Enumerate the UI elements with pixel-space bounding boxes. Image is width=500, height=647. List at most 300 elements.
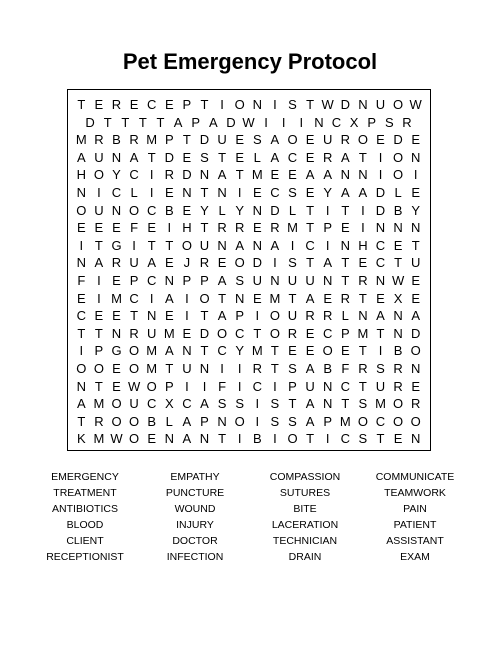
grid-letter: L <box>341 308 349 324</box>
grid-letter: T <box>121 114 130 130</box>
grid-letter: M <box>251 167 263 183</box>
grid-letter: O <box>393 396 404 412</box>
grid-letter: N <box>252 202 262 218</box>
grid-letter: O <box>93 167 104 183</box>
grid-letter: M <box>75 132 87 148</box>
grid-letter: T <box>94 378 103 394</box>
grid-letter: D <box>226 114 236 130</box>
grid-letter: E <box>376 290 385 306</box>
grid-letter: E <box>305 325 315 341</box>
grid-letter: C <box>217 343 227 359</box>
grid-letter: R <box>111 97 122 112</box>
grid-letter: M <box>287 220 298 236</box>
grid-row <box>68 342 430 360</box>
grid-letter: C <box>270 185 280 200</box>
grid-letter: N <box>410 149 421 165</box>
grid-letter: T <box>341 202 350 218</box>
word-list-item: COMPASSION <box>269 471 341 483</box>
grid-letter: N <box>182 343 192 359</box>
grid-letter: S <box>288 97 297 112</box>
grid-letter: E <box>411 378 421 394</box>
grid-letter: U <box>375 378 386 394</box>
grid-letter: U <box>182 361 192 376</box>
grid-letter: I <box>167 220 172 236</box>
grid-letter: T <box>182 132 191 148</box>
grid-letter: T <box>376 325 385 341</box>
grid-letter: S <box>288 255 297 271</box>
grid-letter: T <box>341 255 350 271</box>
grid-letter: U <box>322 132 333 148</box>
grid-letter: T <box>200 220 209 236</box>
grid-letter: R <box>322 149 333 165</box>
grid-letter: W <box>391 273 405 288</box>
grid-letter: N <box>393 308 403 324</box>
grid-letter: R <box>129 325 139 341</box>
grid-letter: U <box>217 132 227 148</box>
grid-letter: I <box>378 167 383 183</box>
grid-letter: I <box>149 167 154 183</box>
grid-letter: C <box>340 378 350 394</box>
grid-letter: T <box>156 114 165 130</box>
grid-letter: E <box>411 132 421 148</box>
grid-letter: P <box>340 325 350 341</box>
word-list-item: DOCTOR <box>172 535 218 547</box>
grid-letter: T <box>358 149 367 165</box>
grid-letter: E <box>288 343 297 359</box>
grid-letter: R <box>234 220 245 236</box>
grid-letter: S <box>270 396 280 412</box>
grid-row <box>68 131 430 149</box>
grid-letter: R <box>199 255 210 271</box>
grid-letter: N <box>322 273 333 288</box>
grid-letter: A <box>411 308 421 324</box>
grid-letter: T <box>165 237 174 253</box>
grid-letter: O <box>217 325 228 341</box>
grid-letter: C <box>331 114 342 130</box>
grid-letter: O <box>410 343 421 359</box>
grid-letter: I <box>237 361 242 376</box>
grid-row <box>68 290 430 308</box>
grid-letter: A <box>323 167 333 183</box>
grid-letter: K <box>76 431 86 447</box>
grid-letter: A <box>182 431 192 447</box>
grid-letter: N <box>410 361 421 376</box>
word-list-item: ASSISTANT <box>386 535 444 547</box>
grid-letter: T <box>200 185 209 200</box>
grid-row <box>68 395 430 413</box>
grid-letter: M <box>251 343 263 359</box>
grid-letter: L <box>130 185 138 200</box>
grid-letter: I <box>281 114 286 130</box>
grid-letter: T <box>341 273 350 288</box>
grid-letter: T <box>200 343 209 359</box>
grid-letter: P <box>367 114 377 130</box>
grid-letter: I <box>361 202 365 218</box>
grid-letter: I <box>220 97 224 112</box>
grid-letter: N <box>76 185 86 200</box>
grid-letter: E <box>182 325 192 341</box>
grid-letter: I <box>132 237 136 253</box>
grid-letter: A <box>217 167 227 183</box>
grid-letter: E <box>112 273 121 288</box>
grid-letter: O <box>146 378 157 394</box>
grid-letter: A <box>376 308 385 324</box>
grid-letter: U <box>252 273 262 288</box>
grid-letter: B <box>393 202 403 218</box>
grid-letter: O <box>199 290 210 306</box>
word-list-item: TREATMENT <box>53 487 117 499</box>
grid-letter: T <box>306 255 315 271</box>
grid-letter: N <box>410 220 421 236</box>
grid-row <box>68 307 430 325</box>
grid-letter: I <box>185 378 189 394</box>
word-list-item: COMMUNICATE <box>375 471 455 483</box>
grid-letter: T <box>235 167 244 183</box>
grid-letter: T <box>411 237 420 253</box>
grid-letter: N <box>111 149 122 165</box>
grid-letter: S <box>235 273 245 288</box>
grid-letter: W <box>409 97 422 112</box>
grid-letter: N <box>199 431 210 447</box>
grid-letter: T <box>306 431 315 447</box>
grid-letter: E <box>358 255 368 271</box>
grid-letter: M <box>146 132 158 148</box>
grid-letter: M <box>146 361 158 376</box>
grid-letter: I <box>290 237 295 253</box>
word-list-item: DRAIN <box>288 551 322 563</box>
grid-letter: N <box>393 220 403 236</box>
grid-letter: I <box>273 378 277 394</box>
grid-letter: R <box>94 413 104 429</box>
word-list-item: PUNCTURE <box>165 487 225 499</box>
grid-letter: T <box>306 97 315 112</box>
grid-letter: T <box>218 290 227 306</box>
grid-letter: E <box>411 185 421 200</box>
grid-letter: T <box>270 343 279 359</box>
grid-letter: Y <box>411 202 421 218</box>
grid-letter: O <box>234 97 245 112</box>
grid-letter: E <box>252 220 262 236</box>
word-list-item: INFECTION <box>166 551 224 563</box>
grid-letter: W <box>127 378 141 394</box>
grid-letter: R <box>393 378 403 394</box>
grid-letter: I <box>273 255 277 271</box>
grid-letter: T <box>77 413 86 429</box>
grid-letter: I <box>255 413 260 429</box>
grid-row <box>68 325 430 343</box>
grid-letter: N <box>217 185 227 200</box>
grid-letter: T <box>270 361 279 376</box>
grid-letter: L <box>394 185 402 200</box>
grid-letter: A <box>147 255 157 271</box>
grid-letter: D <box>85 114 95 130</box>
grid-letter: N <box>182 185 192 200</box>
grid-letter: T <box>394 255 403 271</box>
grid-letter: S <box>288 361 297 376</box>
grid-letter: D <box>375 202 386 218</box>
grid-letter: H <box>76 167 86 183</box>
grid-letter: T <box>218 149 227 165</box>
grid-letter: O <box>181 237 192 253</box>
grid-letter: P <box>164 132 174 148</box>
grid-letter: O <box>234 413 245 429</box>
grid-row <box>68 254 430 272</box>
grid-letter: N <box>199 361 210 376</box>
grid-letter: O <box>111 396 122 412</box>
grid-letter: O <box>129 413 140 429</box>
grid-letter: I <box>185 290 189 306</box>
grid-letter: O <box>287 431 298 447</box>
grid-letter: N <box>322 378 333 394</box>
grid-row <box>68 360 430 378</box>
grid-letter: A <box>94 255 104 271</box>
grid-letter: O <box>76 361 87 376</box>
grid-letter: S <box>200 149 209 165</box>
grid-letter: C <box>129 290 139 306</box>
grid-letter: I <box>264 114 268 130</box>
grid-letter: R <box>358 273 368 288</box>
grid-letter: S <box>235 396 245 412</box>
word-list-item: SUTURES <box>279 487 331 499</box>
word-list-item: BITE <box>293 503 317 515</box>
grid-letter: N <box>314 114 324 130</box>
grid-letter: Y <box>323 185 333 200</box>
grid-letter: E <box>340 220 350 236</box>
grid-letter: M <box>339 413 351 429</box>
grid-letter: O <box>287 132 298 148</box>
grid-letter: O <box>269 325 280 341</box>
grid-letter: C <box>146 396 157 412</box>
grid-letter: E <box>252 185 262 200</box>
grid-letter: O <box>393 167 404 183</box>
grid-letter: P <box>94 343 104 359</box>
grid-letter: I <box>79 343 84 359</box>
grid-letter: A <box>305 290 315 306</box>
grid-letter: T <box>165 361 174 376</box>
grid-letter: D <box>182 167 192 183</box>
grid-row <box>68 237 430 255</box>
grid-letter: R <box>402 114 412 130</box>
grid-letter: E <box>235 149 245 165</box>
grid-letter: N <box>375 220 386 236</box>
grid-letter: C <box>305 237 315 253</box>
grid-letter: N <box>234 290 245 306</box>
grid-letter: Y <box>235 202 245 218</box>
grid-letter: I <box>299 114 304 130</box>
grid-letter: N <box>358 97 368 112</box>
grid-letter: O <box>93 361 104 376</box>
grid-letter: O <box>357 132 368 148</box>
grid-letter: T <box>147 149 156 165</box>
grid-letter: Y <box>235 343 245 359</box>
grid-letter: E <box>393 237 403 253</box>
grid-letter: R <box>322 308 333 324</box>
grid-letter: F <box>130 220 139 236</box>
grid-letter: C <box>287 149 298 165</box>
grid-letter: P <box>200 273 209 288</box>
grid-letter: E <box>411 290 421 306</box>
grid-letter: T <box>358 343 367 359</box>
grid-letter: W <box>242 114 255 130</box>
grid-letter: S <box>358 396 368 412</box>
grid-letter: X <box>349 114 359 130</box>
grid-letter: N <box>340 237 350 253</box>
grid-letter: E <box>164 255 174 271</box>
grid-letter: I <box>273 431 277 447</box>
grid-letter: E <box>305 132 315 148</box>
letter-grid <box>67 89 431 451</box>
grid-letter: R <box>94 132 104 148</box>
grid-letter: N <box>252 97 262 112</box>
grid-letter: I <box>237 185 242 200</box>
grid-letter: A <box>305 167 315 183</box>
grid-letter: I <box>185 308 189 324</box>
grid-letter: U <box>129 396 139 412</box>
grid-letter: N <box>76 378 86 394</box>
grid-letter: I <box>273 97 277 112</box>
grid-letter: C <box>76 308 86 324</box>
word-list-item: LACERATION <box>271 519 339 531</box>
grid-letter: N <box>146 308 157 324</box>
grid-letter: U <box>375 97 386 112</box>
grid-letter: E <box>323 290 333 306</box>
grid-letter: I <box>378 343 383 359</box>
grid-letter: A <box>182 413 192 429</box>
grid-letter: X <box>393 290 403 306</box>
grid-letter: N <box>358 167 368 183</box>
grid-letter: A <box>270 237 280 253</box>
grid-letter: N <box>322 396 333 412</box>
grid-letter: U <box>410 255 421 271</box>
grid-letter: O <box>410 413 421 429</box>
grid-letter: H <box>182 220 192 236</box>
word-list-item: EMERGENCY <box>51 471 119 483</box>
grid-letter: B <box>323 361 333 376</box>
word-list-item: INJURY <box>176 519 214 531</box>
grid-letter: T <box>306 220 315 236</box>
grid-letter: E <box>129 97 139 112</box>
grid-letter: U <box>287 273 298 288</box>
word-list-item: CLIENT <box>66 535 104 547</box>
grid-letter: W <box>321 97 334 112</box>
grid-letter: X <box>164 396 174 412</box>
grid-letter: N <box>76 255 86 271</box>
grid-letter: S <box>288 413 297 429</box>
grid-letter: E <box>164 308 174 324</box>
grid-letter: E <box>94 97 104 112</box>
grid-letter: R <box>340 132 350 148</box>
grid-letter: D <box>164 149 174 165</box>
grid-letter: P <box>182 97 192 112</box>
grid-letter: C <box>146 202 157 218</box>
grid-letter: A <box>76 149 86 165</box>
grid-letter: E <box>411 273 421 288</box>
grid-letter: M <box>357 325 369 341</box>
word-list-item: WOUND <box>174 503 216 515</box>
grid-letter: L <box>288 202 297 218</box>
grid-letter: L <box>253 149 261 165</box>
grid-row <box>68 114 430 132</box>
grid-letter: S <box>384 114 394 130</box>
grid-letter: T <box>376 431 385 447</box>
grid-letter: O <box>129 431 140 447</box>
grid-letter: U <box>305 273 315 288</box>
grid-letter: U <box>94 202 104 218</box>
grid-letter: U <box>146 325 157 341</box>
grid-row <box>68 430 430 448</box>
grid-letter: E <box>164 97 174 112</box>
grid-letter: I <box>97 273 101 288</box>
grid-letter: F <box>218 378 227 394</box>
grid-letter: E <box>393 431 403 447</box>
grid-letter: E <box>112 378 121 394</box>
grid-letter: J <box>183 255 191 271</box>
grid-letter: P <box>288 378 297 394</box>
grid-letter: O <box>393 413 404 429</box>
grid-letter: T <box>77 97 86 112</box>
grid-letter: C <box>340 431 350 447</box>
grid-letter: T <box>200 308 209 324</box>
grid-letter: M <box>93 431 105 447</box>
grid-letter: N <box>358 308 368 324</box>
grid-letter: I <box>237 378 242 394</box>
grid-letter: E <box>252 290 262 306</box>
grid-letter: A <box>340 149 350 165</box>
grid-letter: E <box>112 220 121 236</box>
grid-letter: D <box>199 325 210 341</box>
grid-letter: C <box>375 237 386 253</box>
grid-letter: E <box>305 149 315 165</box>
grid-letter: B <box>164 202 174 218</box>
grid-letter: T <box>130 308 139 324</box>
grid-letter: R <box>410 396 421 412</box>
grid-letter: R <box>305 308 315 324</box>
grid-letter: T <box>200 97 209 112</box>
grid-letter: O <box>76 202 87 218</box>
word-list-item: EMPATHY <box>170 471 220 483</box>
grid-row <box>68 219 430 237</box>
grid-letter: A <box>358 185 368 200</box>
grid-letter: O <box>234 255 245 271</box>
grid-letter: E <box>94 308 104 324</box>
grid-letter: P <box>164 378 174 394</box>
grid-letter: E <box>182 202 192 218</box>
grid-letter: T <box>358 290 367 306</box>
grid-letter: I <box>202 378 207 394</box>
grid-row <box>68 378 430 396</box>
grid-letter: O <box>393 97 404 112</box>
grid-row <box>68 149 430 167</box>
grid-letter: E <box>112 308 121 324</box>
grid-letter: A <box>305 361 315 376</box>
grid-letter: A <box>129 149 139 165</box>
grid-letter: P <box>323 413 333 429</box>
grid-letter: T <box>358 378 367 394</box>
grid-letter: S <box>358 431 368 447</box>
grid-letter: M <box>111 290 122 306</box>
grid-letter: E <box>147 431 157 447</box>
grid-letter: O <box>111 413 122 429</box>
grid-letter: A <box>164 290 174 306</box>
grid-letter: S <box>376 361 385 376</box>
grid-letter: U <box>129 255 139 271</box>
grid-letter: A <box>200 396 209 412</box>
grid-letter: N <box>270 273 280 288</box>
grid-letter: R <box>217 220 227 236</box>
grid-letter: P <box>191 114 201 130</box>
grid-letter: R <box>164 167 174 183</box>
grid-letter: R <box>252 361 262 376</box>
